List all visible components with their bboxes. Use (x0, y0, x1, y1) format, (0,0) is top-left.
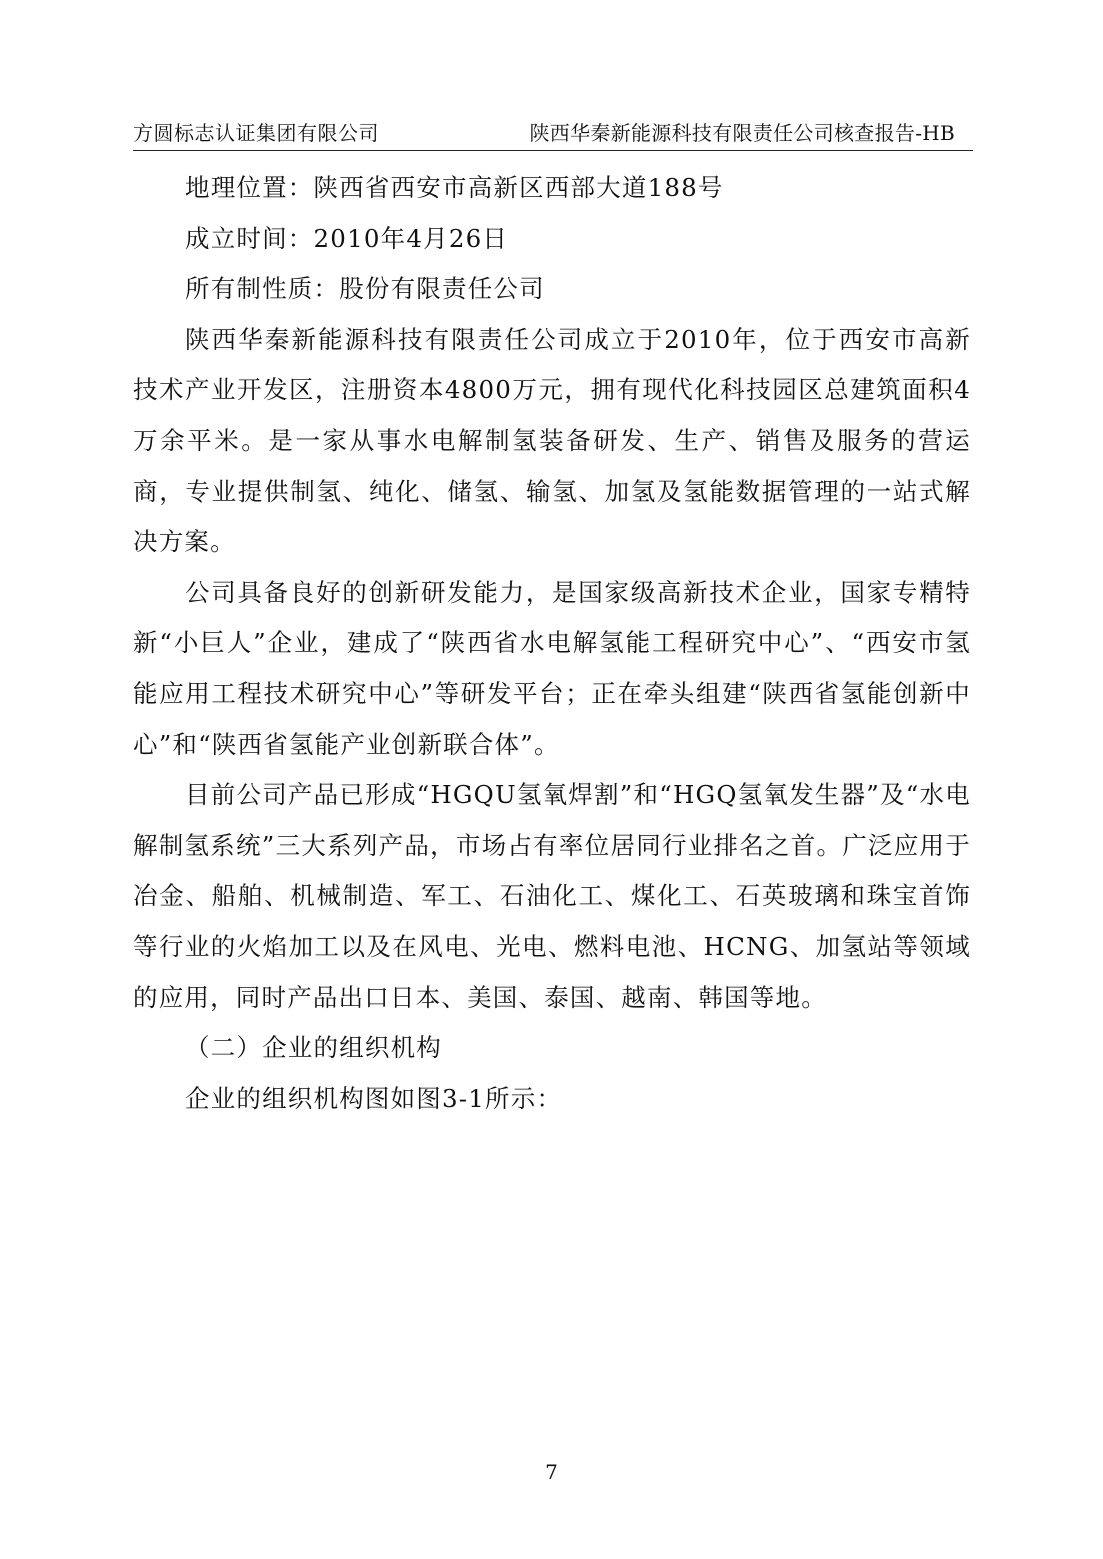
header-report-title: 陕西华秦新能源科技有限责任公司核查报告-HB (529, 121, 955, 145)
page-header (133, 118, 973, 151)
products-paragraph: 目前公司产品已形成“HGQU氢氧焊割”和“HGQ氢氧发生器”及“水电解制氢系统”三大系列产品，市场占有率位居同行业排名之首。广泛应用于冶金、船舶、机械制造、军工、石油化工、煤化工、石英玻璃和珠宝首饰等行业的火焰加工以及在风电、光电、燃料电池、HCNG、加氢站等领域的应用，同时产品出口日本、美国、泰国、越南、韩国等地。 (133, 780, 971, 1012)
company-intro-paragraph: 陕西华秦新能源科技有限责任公司成立于2010年，位于西安市高新技术产业开发区，注册资本4800万元，拥有现代化科技园区总建筑面积4万余平米。是一家从事水电解制氢装备研发、生产、销售及服务的营运商，专业提供制氢、纯化、储氢、输氢、加氢及氢能数据管理的一站式解决方案。 (133, 324, 971, 557)
location-line: 地理位置：陕西省西安市高新区西部大道188号 (185, 173, 724, 202)
rd-capability-paragraph: 公司具备良好的创新研发能力，是国家级高新技术企业，国家专精特新“小巨人”企业，建成了“陕西省水电解氢能工程研究中心”、“西安市氢能应用工程技术研究中心”等研发平台；正在牵头组建“陕西省氢能创新中心”和“陕西省氢能产业创新联合体”。 (133, 577, 971, 759)
org-chart-reference-line: 企业的组织机构图如图3-1所示： (185, 1083, 563, 1113)
section-heading-organization: （二）企业的组织机构 (185, 1033, 442, 1063)
header-organization: 方圆标志认证集团有限公司 (133, 121, 379, 145)
document-body (133, 163, 971, 1124)
founding-date-line: 成立时间：2010年4月26日 (185, 223, 509, 253)
ownership-line: 所有制性质：股份有限责任公司 (185, 274, 545, 304)
page-number: 7 (545, 1460, 558, 1484)
